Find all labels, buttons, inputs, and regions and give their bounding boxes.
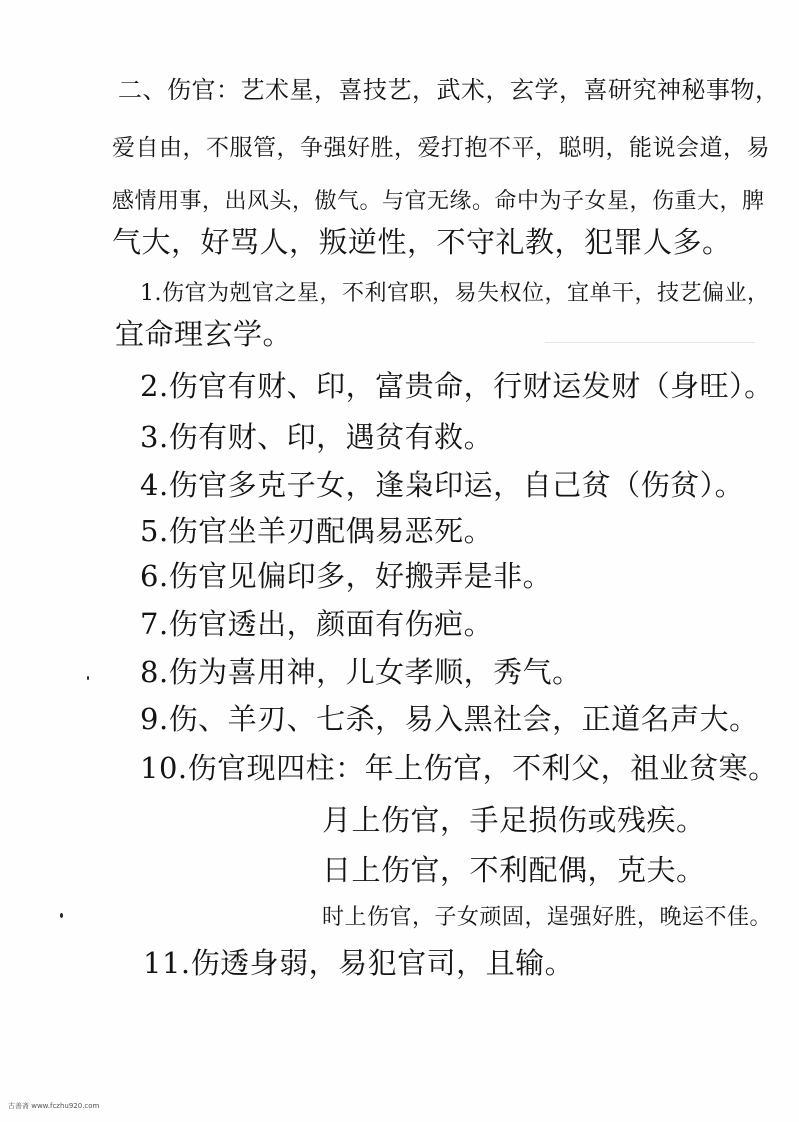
list-item-8: 8.伤为喜用神，儿女孝顺，秀气。 bbox=[140, 655, 582, 689]
list-item-11: 11.伤透身弱，易犯官司，且输。 bbox=[143, 946, 575, 980]
list-item-10: 10.伤官现四柱：年上伤官，不利父，祖业贫寒。 bbox=[140, 751, 778, 785]
list-item-9: 9.伤、羊刃、七杀，易入黑社会，正道名声大。 bbox=[140, 702, 759, 736]
paragraph-line-1: 二、伤官：艺术星，喜技艺，武术，玄学，喜研究神秘事物， bbox=[118, 76, 780, 104]
list-item-7: 7.伤官透出，颜面有伤疤。 bbox=[140, 607, 494, 641]
pillar-hour: 时上伤官，子女顽固，逞强好胜，晚运不佳。 bbox=[322, 905, 773, 930]
list-item-5: 5.伤官坐羊刃配偶易恶死。 bbox=[140, 514, 494, 548]
list-item-1-continued: 宜命理玄学。 bbox=[115, 317, 293, 351]
scan-speck bbox=[87, 676, 89, 680]
list-item-1: 1.伤官为剋官之星，不利官职，易失权位，宜单干，技艺偏业， bbox=[140, 281, 770, 306]
list-item-6: 6.伤官见偏印多，好搬弄是非。 bbox=[140, 559, 553, 593]
paragraph-line-2: 爱自由，不服管，争强好胜，爱打抱不平，聪明，能说会道，易 bbox=[112, 135, 770, 161]
list-item-3: 3.伤有财、印，遇贫有救。 bbox=[140, 420, 494, 454]
footer-watermark: 古善斋 www.fczhu920.com bbox=[8, 1102, 100, 1110]
pillar-month: 月上伤官，手足损伤或残疾。 bbox=[322, 803, 706, 837]
pillar-day: 日上伤官，不利配偶，克夫。 bbox=[322, 853, 706, 887]
paragraph-line-3: 感情用事，出风头，傲气。与官无缘。命中为子女星，伤重大，脾 bbox=[112, 189, 765, 214]
paragraph-line-4: 气大，好骂人，叛逆性，不守礼教，犯罪人多。 bbox=[112, 225, 732, 259]
scan-artifact-rule bbox=[545, 342, 755, 343]
list-item-4: 4.伤官多克子女，逢枭印运，自己贫（伤贫）。 bbox=[140, 468, 745, 502]
scan-speck bbox=[60, 913, 63, 918]
list-item-2: 2.伤官有财、印，富贵命，行财运发财（身旺）。 bbox=[140, 369, 774, 403]
